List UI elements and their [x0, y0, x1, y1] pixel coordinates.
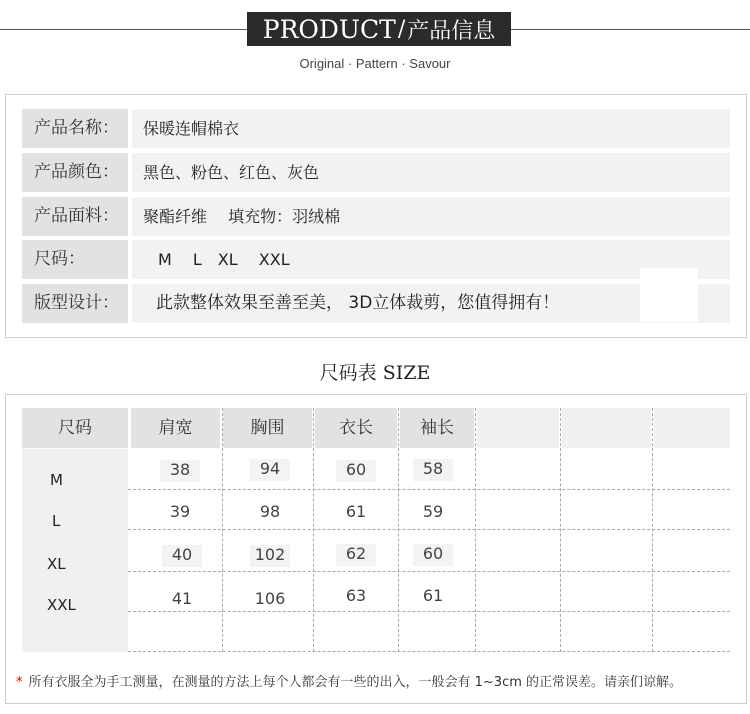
info-label: 产品名称：	[22, 109, 128, 148]
table-cell: 40	[162, 545, 202, 567]
col-header-empty	[477, 408, 559, 448]
table-cell: 39	[169, 502, 191, 521]
grid-line	[128, 529, 730, 530]
info-value: 保暖连帽棉衣	[132, 109, 730, 148]
note-text: 所有衣服全为手工测量，在测量的方法上每个人都会有一些的出入，一般会有 1~3cm 的正常误差。请亲们谅解。	[28, 675, 683, 690]
size-label-column	[22, 449, 128, 652]
grid-line	[313, 408, 314, 652]
size-label-xxl: XXL	[47, 596, 76, 614]
info-row-name	[22, 109, 730, 148]
info-row-fabric	[22, 197, 730, 236]
info-value: M L XL XXL	[132, 240, 730, 279]
col-header-empty	[654, 408, 730, 448]
table-cell: 59	[422, 502, 444, 521]
grid-line	[652, 408, 653, 652]
grid-line	[475, 408, 476, 652]
info-row-size	[22, 240, 730, 279]
table-cell: 60	[413, 544, 453, 566]
info-label: 产品面料：	[22, 197, 128, 236]
grid-line	[128, 611, 730, 612]
size-title-cn: 尺码表	[319, 362, 377, 384]
info-value: 此款整体效果至善至美， 3D立体裁剪，您值得拥有！	[132, 284, 730, 323]
table-cell: 106	[254, 589, 286, 608]
size-chart-title	[0, 358, 750, 385]
info-value: 聚酯纤维 填充物：羽绒棉	[132, 197, 730, 236]
table-cell: 61	[345, 502, 367, 521]
measurement-note	[16, 671, 682, 690]
col-header-empty	[562, 408, 651, 448]
table-cell: 102	[250, 545, 290, 567]
grid-line	[222, 408, 223, 652]
grid-line	[560, 408, 561, 652]
size-label-l: L	[52, 512, 61, 530]
col-header-chest: 胸围	[223, 408, 312, 448]
header-title-en: PRODUCT	[262, 14, 396, 44]
header-title-cn: 产品信息	[407, 18, 496, 44]
info-row-color	[22, 153, 730, 192]
info-label: 尺码：	[22, 240, 128, 279]
grid-line	[398, 408, 399, 652]
info-value: 黑色、粉色、红色、灰色	[132, 153, 730, 192]
grid-line	[128, 651, 730, 652]
product-header-banner	[247, 12, 511, 46]
header-subtitle: Original · Pattern · Savour	[299, 56, 451, 71]
table-cell: 61	[422, 586, 444, 605]
table-cell: 94	[250, 459, 290, 481]
table-cell: 60	[336, 460, 376, 482]
grid-line	[128, 571, 730, 572]
col-header-length: 衣长	[315, 408, 397, 448]
info-label: 版型设计：	[22, 284, 128, 323]
header-slash: /	[397, 16, 406, 42]
size-label-m: M	[50, 471, 63, 489]
info-row-design	[22, 284, 730, 323]
table-cell: 58	[413, 459, 453, 481]
col-header-sleeve: 袖长	[400, 408, 474, 448]
note-star: *	[16, 675, 23, 690]
size-title-en: SIZE	[382, 362, 431, 384]
blank-patch	[640, 268, 698, 322]
info-label: 产品颜色：	[22, 153, 128, 192]
table-cell: 38	[160, 460, 200, 482]
table-cell: 62	[336, 544, 376, 566]
col-header-shoulder: 肩宽	[131, 408, 220, 448]
table-cell: 98	[259, 502, 281, 521]
col-header-size: 尺码	[22, 408, 128, 448]
table-cell: 41	[171, 589, 193, 608]
size-label-xl: XL	[47, 555, 66, 573]
grid-line	[128, 489, 730, 490]
table-cell: 63	[345, 586, 367, 605]
